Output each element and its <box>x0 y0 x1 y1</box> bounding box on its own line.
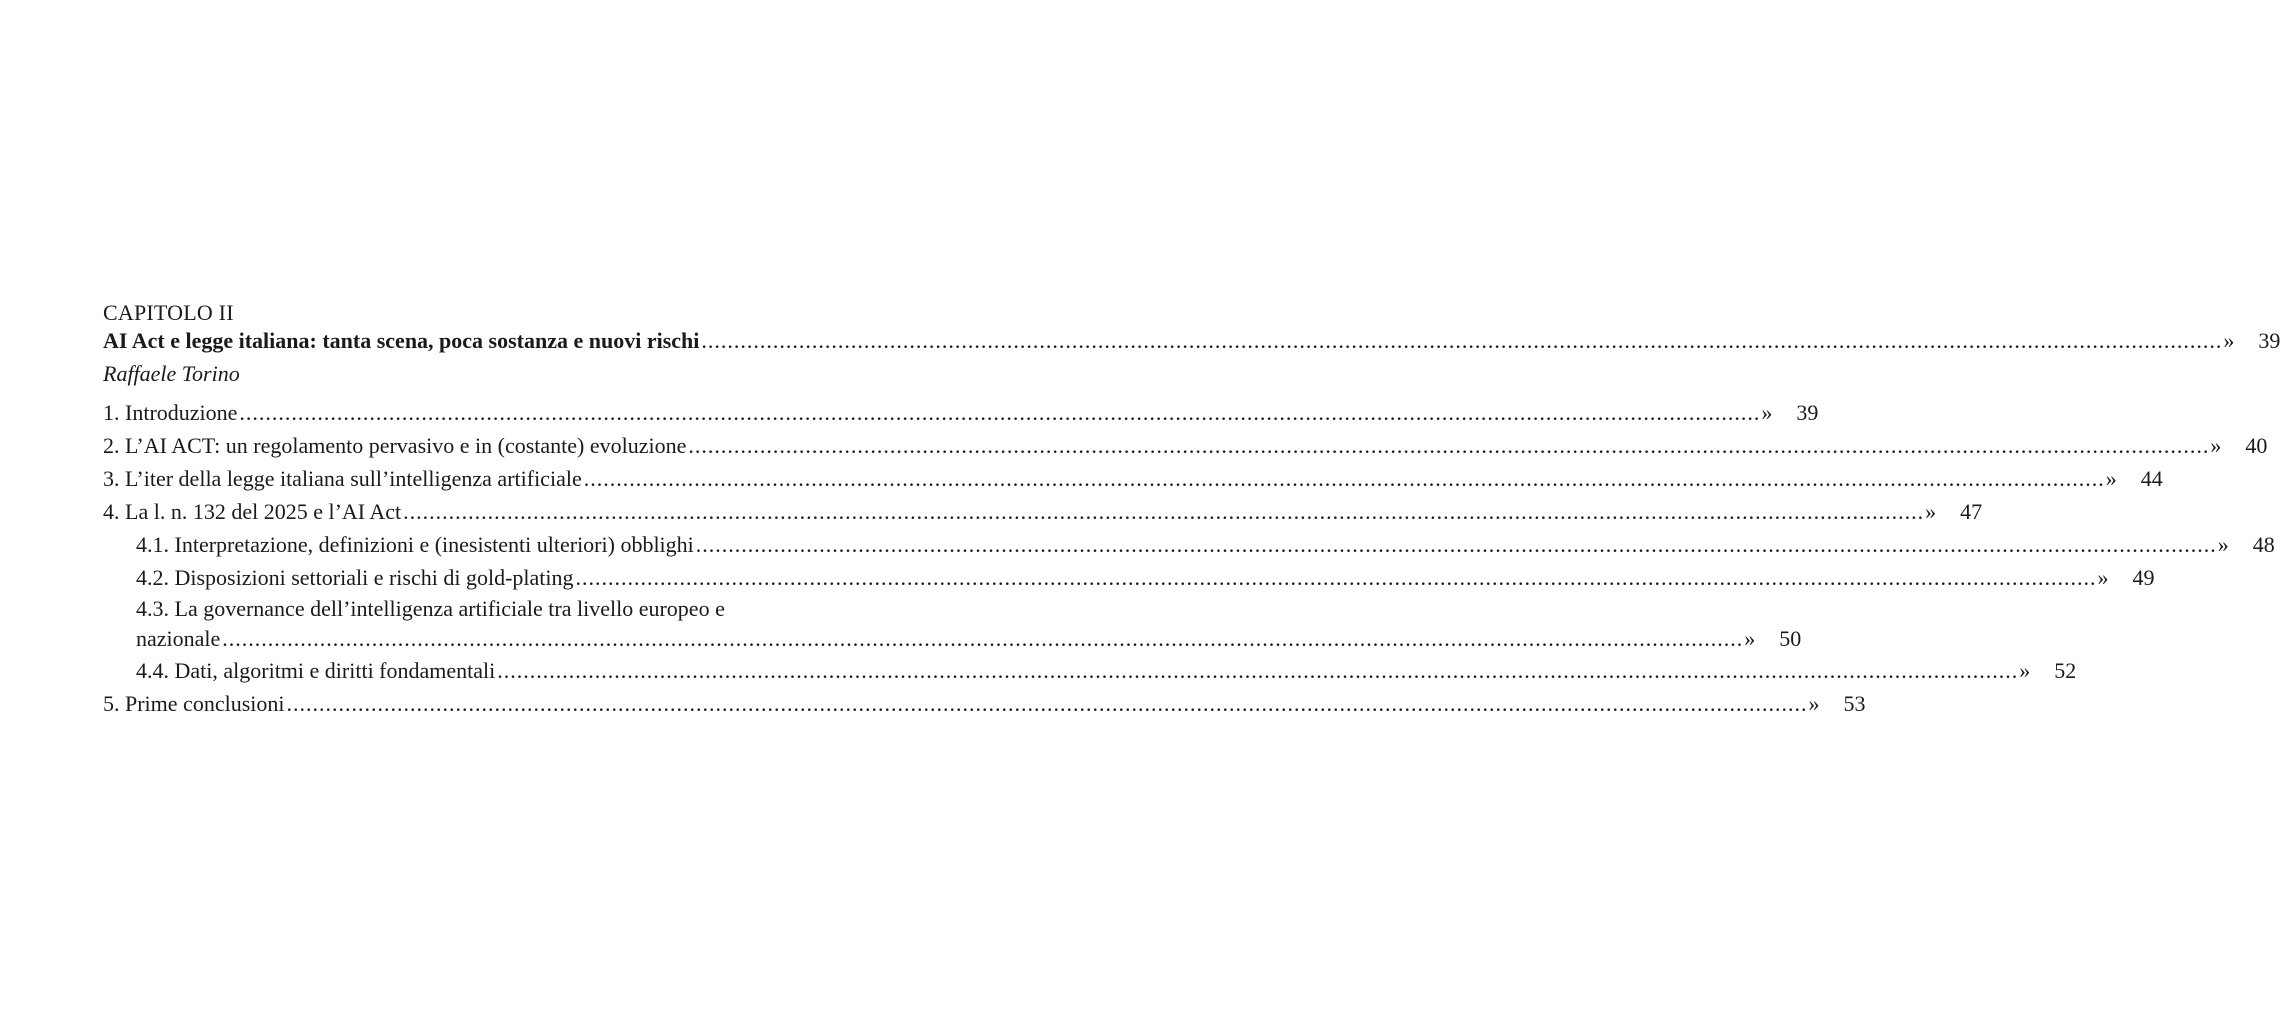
page-marker: » <box>1808 691 1820 716</box>
dot-leader <box>701 326 2222 356</box>
chapter-label: CAPITOLO II <box>103 300 234 325</box>
toc-entry-title: 4. La l. n. 132 del 2025 e l’AI Act <box>103 499 402 524</box>
page-number: 49 <box>2132 565 2155 590</box>
page-marker: » <box>1744 626 1756 651</box>
chapter-author: Raffaele Torino <box>103 361 240 386</box>
page-number: 48 <box>2252 532 2275 557</box>
toc-entry-title: 1. Introduzione <box>103 400 238 425</box>
page-number: 44 <box>2140 466 2163 491</box>
page-number: 47 <box>1960 499 1983 524</box>
page-number: 53 <box>1843 691 1866 716</box>
dot-leader <box>403 495 1924 528</box>
page-number: 39 <box>2258 328 2280 353</box>
toc-entry <box>103 687 1866 720</box>
toc-entry <box>103 462 2163 495</box>
dot-leader <box>688 429 2209 462</box>
toc-entry-title-line2: nazionale <box>136 626 221 651</box>
toc-entry <box>103 495 1983 528</box>
toc-entry-title: 4.2. Disposizioni settoriali e rischi di gold-plating <box>136 565 574 590</box>
toc-subentry <box>103 528 2275 561</box>
page-number: 52 <box>2054 658 2077 683</box>
table-of-contents <box>103 300 2280 720</box>
toc-entry-title: 4.1. Interpretazione, definizioni e (inesistenti ulteriori) obblighi <box>136 532 694 557</box>
dot-leader <box>239 396 1760 429</box>
dot-leader <box>497 654 2018 687</box>
toc-entry-title: 4.4. Dati, algoritmi e diritti fondamentali <box>136 658 496 683</box>
chapter-title: AI Act e legge italiana: tanta scena, poca sostanza e nuovi rischi <box>103 328 700 353</box>
page-number: 50 <box>1779 626 1802 651</box>
toc-subentry-multiline <box>103 594 1802 654</box>
page-marker: » <box>2105 466 2117 491</box>
page-marker: » <box>1925 499 1937 524</box>
dot-leader <box>286 687 1807 720</box>
page-marker: » <box>1761 400 1773 425</box>
toc-entry <box>103 396 1819 429</box>
page-marker: » <box>2210 433 2222 458</box>
toc-entry-continuation <box>136 624 1802 654</box>
chapter-title-row <box>103 326 2280 356</box>
toc-entry-title-line1: 4.3. La governance dell’intelligenza artificiale tra livello europeo e <box>136 596 725 621</box>
toc-entry-title: 5. Prime conclusioni <box>103 691 285 716</box>
toc-subentry <box>103 654 2077 687</box>
dot-leader <box>222 624 1743 654</box>
dot-leader <box>576 561 2097 594</box>
toc-entry-title: 2. L’AI ACT: un regolamento pervasivo e in (costante) evoluzione <box>103 433 687 458</box>
toc-entry-title: 3. L’iter della legge italiana sull’intelligenza artificiale <box>103 466 582 491</box>
dot-leader <box>584 462 2105 495</box>
page-marker: » <box>2217 532 2229 557</box>
dot-leader <box>696 528 2217 561</box>
page-marker: » <box>2019 658 2031 683</box>
page-number: 40 <box>2245 433 2268 458</box>
page-marker: » <box>2097 565 2109 590</box>
page-marker: » <box>2223 328 2235 353</box>
toc-entry <box>103 429 2268 462</box>
page-number: 39 <box>1796 400 1819 425</box>
toc-subentry <box>103 561 2155 594</box>
